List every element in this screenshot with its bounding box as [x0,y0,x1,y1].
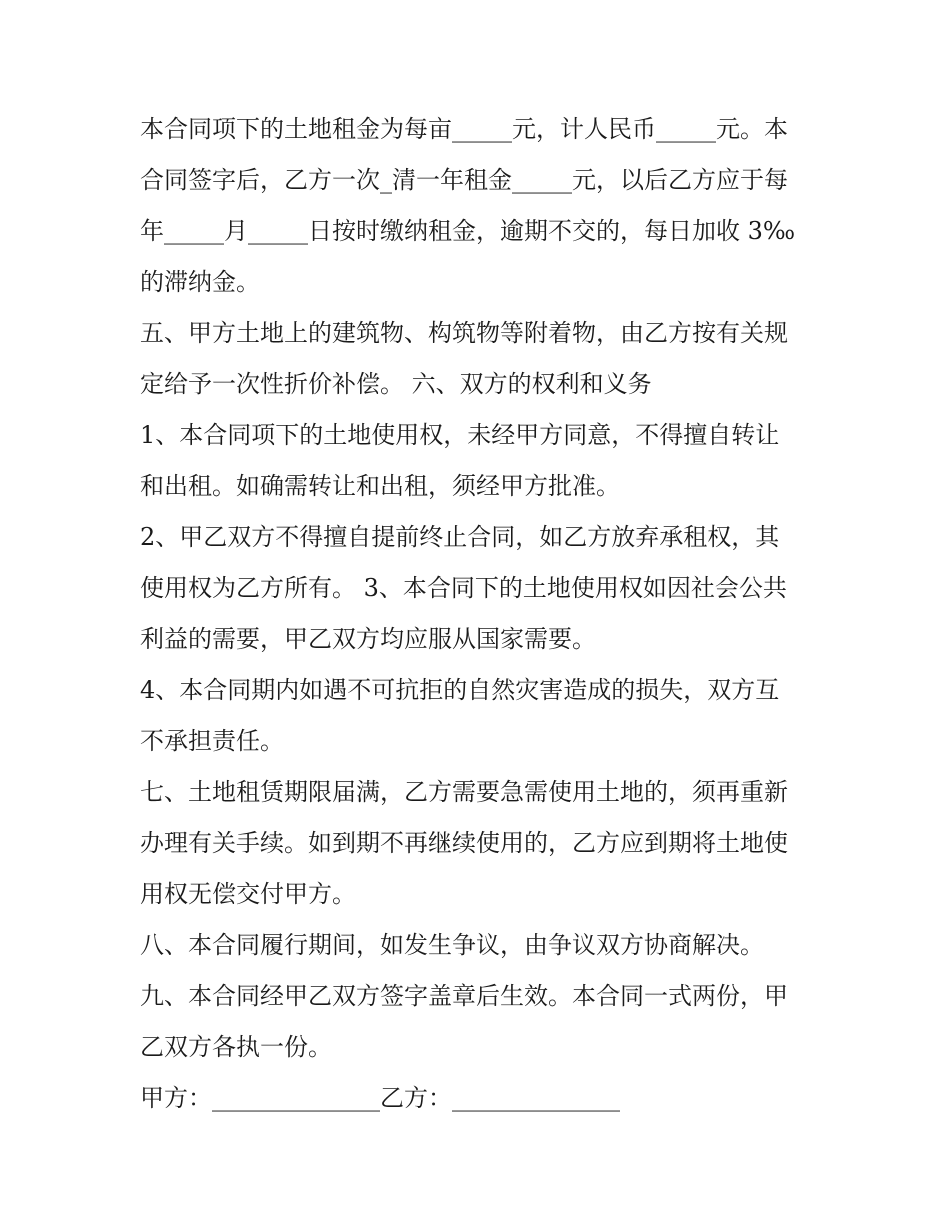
text-line: 年_____月_____日按时缴纳租金，逾期不交的，每日加收 3‰ [140,217,796,245]
text-line: 2、甲乙双方不得擅自提前终止合同，如乙方放弃承租权，其 [140,523,780,551]
text-line: 利益的需要，甲乙双方均应服从国家需要。 [140,625,596,653]
text-line: 乙双方各执一份。 [140,1033,332,1061]
text-line: 本合同项下的土地租金为每亩_____元，计人民币_____元。本 [140,115,788,143]
signature-line: 甲方：______________乙方：______________ [140,1084,620,1112]
text-line: 七、土地租赁期限届满，乙方需要急需使用土地的，须再重新 [140,778,788,806]
text-line: 用权无偿交付甲方。 [140,880,356,908]
text-line: 五、甲方土地上的建筑物、构筑物等附着物，由乙方按有关规 [140,319,788,347]
text-line: 八、本合同履行期间，如发生争议，由争议双方协商解决。 [140,931,764,959]
text-line: 九、本合同经甲乙双方签字盖章后生效。本合同一式两份，甲 [140,982,788,1010]
text-line: 合同签字后，乙方一次_清一年租金_____元，以后乙方应于每 [140,166,788,194]
contract-body [140,104,820,1124]
text-line: 1、本合同项下的土地使用权，未经甲方同意，不得擅自转让 [140,421,780,449]
text-line: 4、本合同期内如遇不可抗拒的自然灾害造成的损失，双方互 [140,676,780,704]
text-line: 使用权为乙方所有。 3、本合同下的土地使用权如因社会公共 [140,574,787,602]
text-line: 办理有关手续。如到期不再继续使用的，乙方应到期将土地使 [140,829,788,857]
text-line: 和出租。如确需转让和出租，须经甲方批准。 [140,472,620,500]
text-line: 的滞纳金。 [140,268,260,296]
text-line: 定给予一次性折价补偿。 六、双方的权利和义务 [140,370,652,398]
text-line: 不承担责任。 [140,727,284,755]
